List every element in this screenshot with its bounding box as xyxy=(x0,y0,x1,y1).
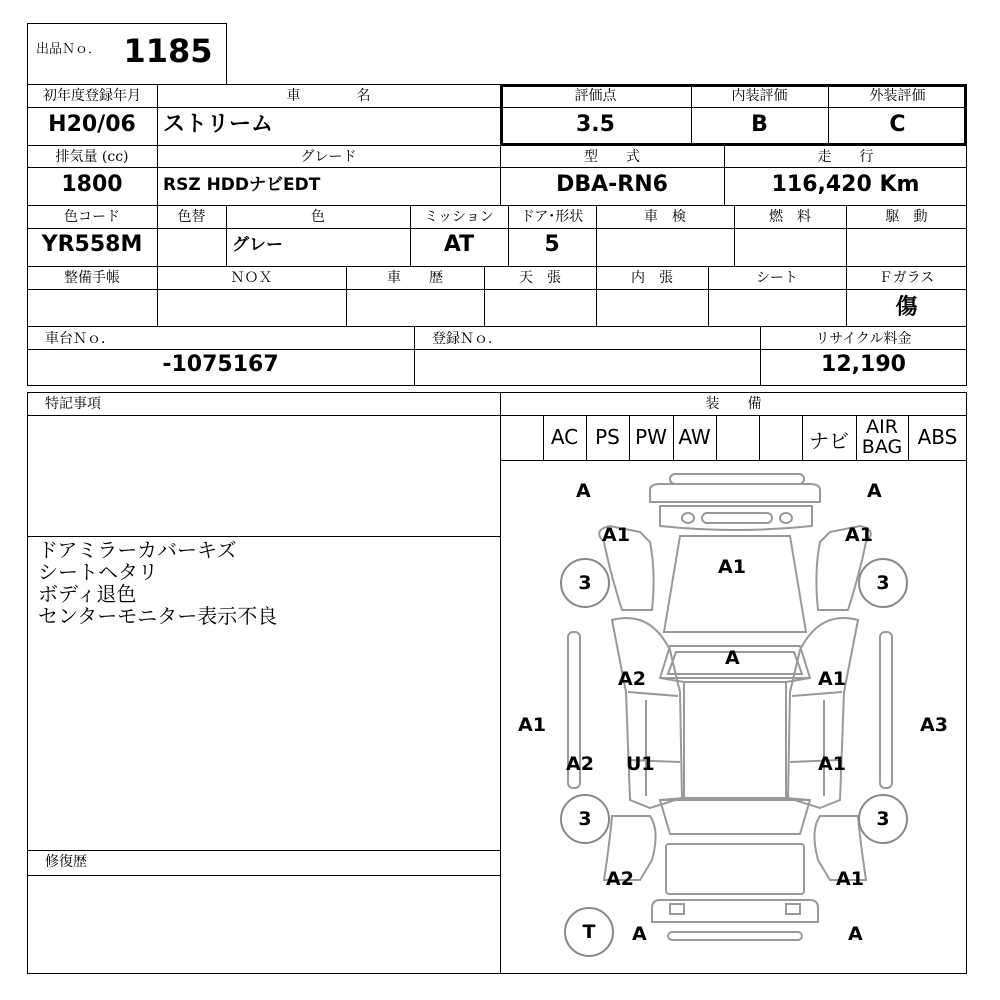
equipment-aw: AW xyxy=(678,425,711,449)
model-label: 型 式 xyxy=(584,149,640,165)
grade-value: RSZ HDDナビEDT xyxy=(163,175,321,195)
displacement-value: 1800 xyxy=(61,172,123,197)
color-code-value: YR558M xyxy=(41,232,143,257)
color-code-label: 色コード xyxy=(64,209,120,225)
exterior-label: 外装評価 xyxy=(869,88,926,104)
f-glass-label: Ｆガラス xyxy=(878,270,935,286)
damage-mark: A xyxy=(632,923,647,945)
chassis-value: -1075167 xyxy=(162,352,279,377)
tire-spare: T xyxy=(564,907,614,957)
notes-label: 特記事項 xyxy=(45,396,101,412)
drive-label: 駆 動 xyxy=(885,209,928,225)
history-label: 車 歴 xyxy=(387,270,443,286)
fuel-label: 燃 料 xyxy=(769,209,811,225)
note-line: シートヘタリ xyxy=(38,560,158,584)
damage-mark: U1 xyxy=(626,753,655,775)
equipment-abs: ABS xyxy=(917,425,958,449)
tire-rear-right: 3 xyxy=(858,794,908,844)
model-value: DBA-RN6 xyxy=(556,172,668,197)
score-value: 3.5 xyxy=(576,112,615,137)
mileage-value: 116,420 Km xyxy=(771,172,920,197)
tire-front-left: 3 xyxy=(560,558,610,608)
damage-mark: A xyxy=(576,480,591,502)
equipment-ac: AC xyxy=(550,425,579,449)
color-value: グレー xyxy=(232,235,283,255)
door-label: ドア･形状 xyxy=(520,209,584,225)
note-line: ドアミラーカバーキズ xyxy=(38,538,237,562)
damage-mark: A1 xyxy=(718,556,746,578)
damage-mark: A1 xyxy=(602,524,630,546)
equipment-pw: PW xyxy=(635,425,667,449)
damage-mark: A xyxy=(867,480,882,502)
mission-label: ミッション xyxy=(424,209,494,225)
damage-mark: A1 xyxy=(518,714,546,736)
repaint-label: 色替 xyxy=(177,209,206,225)
inspection-label: 車 検 xyxy=(644,209,686,225)
door-value: 5 xyxy=(544,232,560,257)
equipment-navi: ナビ xyxy=(809,429,849,453)
damage-mark: A1 xyxy=(818,753,846,775)
year-value: H20/06 xyxy=(48,112,136,137)
year-label: 初年度登録年月 xyxy=(43,88,141,104)
seat-label: シート xyxy=(756,270,798,286)
service-label: 整備手帳 xyxy=(64,270,120,286)
repair-label: 修復歴 xyxy=(45,854,87,870)
damage-mark: A1 xyxy=(845,524,873,546)
damage-mark: A2 xyxy=(618,668,646,690)
note-line: センターモニター表示不良 xyxy=(38,604,278,628)
lot-number: 1185 xyxy=(123,32,213,70)
damage-mark: A3 xyxy=(920,714,948,736)
ceiling-label: 天 張 xyxy=(519,270,561,286)
interior-trim-label: 内 張 xyxy=(631,270,673,286)
note-line: ボディ退色 xyxy=(38,582,137,606)
lot-label: 出品Ｎｏ． xyxy=(36,42,102,57)
tire-front-right: 3 xyxy=(858,558,908,608)
registration-label: 登録Ｎｏ． xyxy=(432,331,502,347)
car-name-value: ストリーム xyxy=(163,112,274,137)
recycle-value: 12,190 xyxy=(821,352,906,377)
equipment-ps: PS xyxy=(595,425,620,449)
mission-value: AT xyxy=(443,232,475,257)
displacement-label: 排気量 (cc) xyxy=(55,149,129,165)
mileage-label: 走 行 xyxy=(817,149,874,165)
chassis-label: 車台Ｎｏ． xyxy=(45,331,115,347)
damage-mark: A1 xyxy=(836,868,864,890)
interior-label: 内装評価 xyxy=(731,88,788,104)
damage-mark: A xyxy=(848,923,863,945)
car-diagram xyxy=(500,460,967,974)
f-glass-value: 傷 xyxy=(895,294,918,320)
damage-mark: A1 xyxy=(818,668,846,690)
nox-label: ＮＯＸ xyxy=(230,270,273,286)
recycle-label: リサイクル料金 xyxy=(815,331,912,347)
damage-mark: A xyxy=(725,647,740,669)
notes-lines xyxy=(38,539,277,627)
car-name-label: 車 名 xyxy=(286,88,371,104)
grade-label: グレード xyxy=(300,149,357,165)
equipment-label: 装 備 xyxy=(705,396,762,412)
interior-value: B xyxy=(751,112,768,137)
color-label: 色 xyxy=(311,209,325,225)
equipment-airbag: AIR BAG xyxy=(861,416,903,458)
score-label: 評価点 xyxy=(574,88,617,104)
damage-mark: A2 xyxy=(606,868,634,890)
damage-mark: A2 xyxy=(566,753,594,775)
exterior-value: C xyxy=(889,112,906,137)
tire-rear-left: 3 xyxy=(560,794,610,844)
